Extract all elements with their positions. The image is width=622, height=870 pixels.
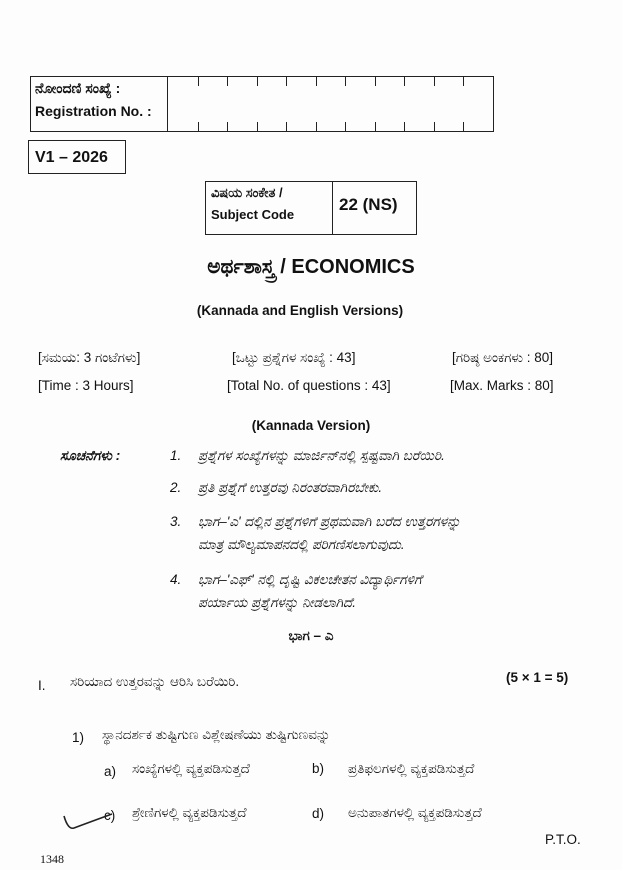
marks-kn: [ಗರಿಷ್ಠ ಅಂಕಗಳು : 80] — [452, 350, 554, 365]
instruction-num: 3. — [170, 514, 182, 529]
registration-box — [30, 76, 494, 132]
registration-label — [31, 77, 168, 131]
question-group-text: ಸರಿಯಾದ ಉತ್ತರವನ್ನು ಆರಿಸಿ ಬರೆಯಿರಿ. — [70, 674, 240, 689]
subtitle: (Kannada and English Versions) — [196, 303, 404, 318]
option-key: d) — [312, 806, 325, 821]
pto-label: P.T.O. — [545, 832, 581, 847]
registration-cell-divider — [257, 122, 258, 131]
instruction-text: ಭಾಗ–'ಎ' ದಲ್ಲಿನ ಪ್ರಶ್ನೆಗಳಿಗೆ ಪ್ರಥಮವಾಗಿ ಬರೆದ ಉತ್ತರಗಳನ್ನು — [198, 514, 461, 529]
registration-cell-divider — [463, 77, 464, 86]
instruction-num: 1. — [170, 448, 182, 463]
registration-cell-divider — [286, 77, 287, 86]
instruction-text: ಪ್ರಶ್ನೆಗಳ ಸಂಖ್ಯೆಗಳನ್ನು ಮಾರ್ಜಿನ್‌ನಲ್ಲಿ ಸ್ಪಷ್ಟವಾಗಿ ಬರೆಯಿರಿ. — [198, 448, 445, 463]
option-text: ಸಂಖ್ಯೆಗಳಲ್ಲಿ ವ್ಯಕ್ತಪಡಿಸುತ್ತದೆ — [132, 761, 250, 776]
registration-cell-divider — [227, 122, 228, 131]
registration-cell-divider — [404, 77, 405, 86]
checkmark-handwritten-icon — [60, 806, 120, 836]
section-heading: ಭಾಗ – ಎ — [288, 628, 334, 643]
instruction-num: 2. — [170, 480, 182, 495]
time-kn: [ಸಮಯ: 3 ಗಂಟೆಗಳು] — [38, 350, 141, 365]
registration-cell-divider — [404, 122, 405, 131]
instruction-text-cont: ಮಾತ್ರ ಮೌಲ್ಯಮಾಪನದಲ್ಲಿ ಪರಿಗಣಿಸಲಾಗುವುದು. — [198, 537, 405, 552]
registration-cell-divider — [316, 77, 317, 86]
registration-cell-divider — [375, 77, 376, 86]
option-key: a) — [104, 764, 117, 779]
instruction-text-cont: ಪರ್ಯಾಯ ಪ್ರಶ್ನೆಗಳನ್ನು ನೀಡಲಾಗಿದೆ. — [198, 595, 356, 610]
option-text: ಶ್ರೇಣಿಗಳಲ್ಲಿ ವ್ಯಕ್ತಪಡಿಸುತ್ತದೆ — [132, 805, 247, 820]
page-title: ಅರ್ಥಶಾಸ್ತ್ರ / ECONOMICS — [207, 256, 415, 278]
instruction-num: 4. — [170, 572, 182, 587]
registration-cell-divider — [345, 122, 346, 131]
time-en: [Time : 3 Hours] — [38, 378, 134, 393]
registration-cell-divider — [198, 122, 199, 131]
registration-cell-divider — [227, 77, 228, 86]
questions-kn: [ಒಟ್ಟು ಪ್ರಶ್ನೆಗಳ ಸಂಖ್ಯೆ : 43] — [232, 350, 356, 365]
registration-label-en: Registration No. : — [35, 103, 152, 119]
option-key: c) — [104, 808, 116, 823]
subject-code-value: 22 (NS) — [339, 195, 398, 214]
registration-cell-divider — [286, 122, 287, 131]
instruction-text: ಭಾಗ–'ಎಫ್' ನಲ್ಲಿ ದೃಷ್ಟಿ ವಿಕಲಚೇತನ ವಿದ್ಯಾರ್ಥಿಗಳಿಗೆ — [198, 572, 422, 587]
page-code: 1348 — [40, 852, 64, 866]
registration-label-kn: ನೋಂದಣಿ ಸಂಖ್ಯೆ : — [35, 80, 121, 96]
subject-code-label-en: Subject Code — [211, 207, 295, 222]
option-key: b) — [312, 761, 325, 776]
registration-cell-divider — [434, 122, 435, 131]
option-text: ಪ್ರತಿಫಲಗಳಲ್ಲಿ ವ್ಯಕ್ತಪಡಿಸುತ್ತದೆ — [348, 761, 475, 776]
registration-cell-divider — [463, 122, 464, 131]
registration-cell-divider — [316, 122, 317, 131]
subject-code-label-kn: ವಿಷಯ ಸಂಕೇತ / — [211, 185, 283, 200]
registration-cell-divider — [257, 77, 258, 86]
registration-cell-divider — [375, 122, 376, 131]
question-num: 1) — [72, 730, 85, 745]
version-code: V1 – 2026 — [28, 140, 126, 174]
option-text: ಅನುಪಾತಗಳಲ್ಲಿ ವ್ಯಕ್ತಪಡಿಸುತ್ತದೆ — [348, 805, 482, 820]
question-text: ಸ್ಥಾನದರ್ಶಕ ತುಷ್ಟಿಗುಣ ವಿಶ್ಲೇಷಣೆಯು ತುಷ್ಟಿಗುಣವನ್ನು — [102, 727, 331, 742]
questions-en: [Total No. of questions : 43] — [227, 378, 391, 393]
registration-cell-divider — [198, 77, 199, 86]
registration-cell-divider — [345, 77, 346, 86]
instruction-text: ಪ್ರತಿ ಪ್ರಶ್ನೆಗೆ ಉತ್ತರವು ನಿರಂತರವಾಗಿರಬೇಕು. — [198, 480, 383, 495]
marks-en: [Max. Marks : 80] — [450, 378, 554, 393]
question-group-marks: (5 × 1 = 5) — [506, 670, 569, 685]
subject-code-box — [205, 181, 417, 235]
question-group-num: I. — [38, 678, 46, 693]
registration-cell-divider — [434, 77, 435, 86]
instructions-label: ಸೂಚನೆಗಳು : — [60, 448, 121, 463]
version-heading: (Kannada Version) — [251, 418, 371, 433]
